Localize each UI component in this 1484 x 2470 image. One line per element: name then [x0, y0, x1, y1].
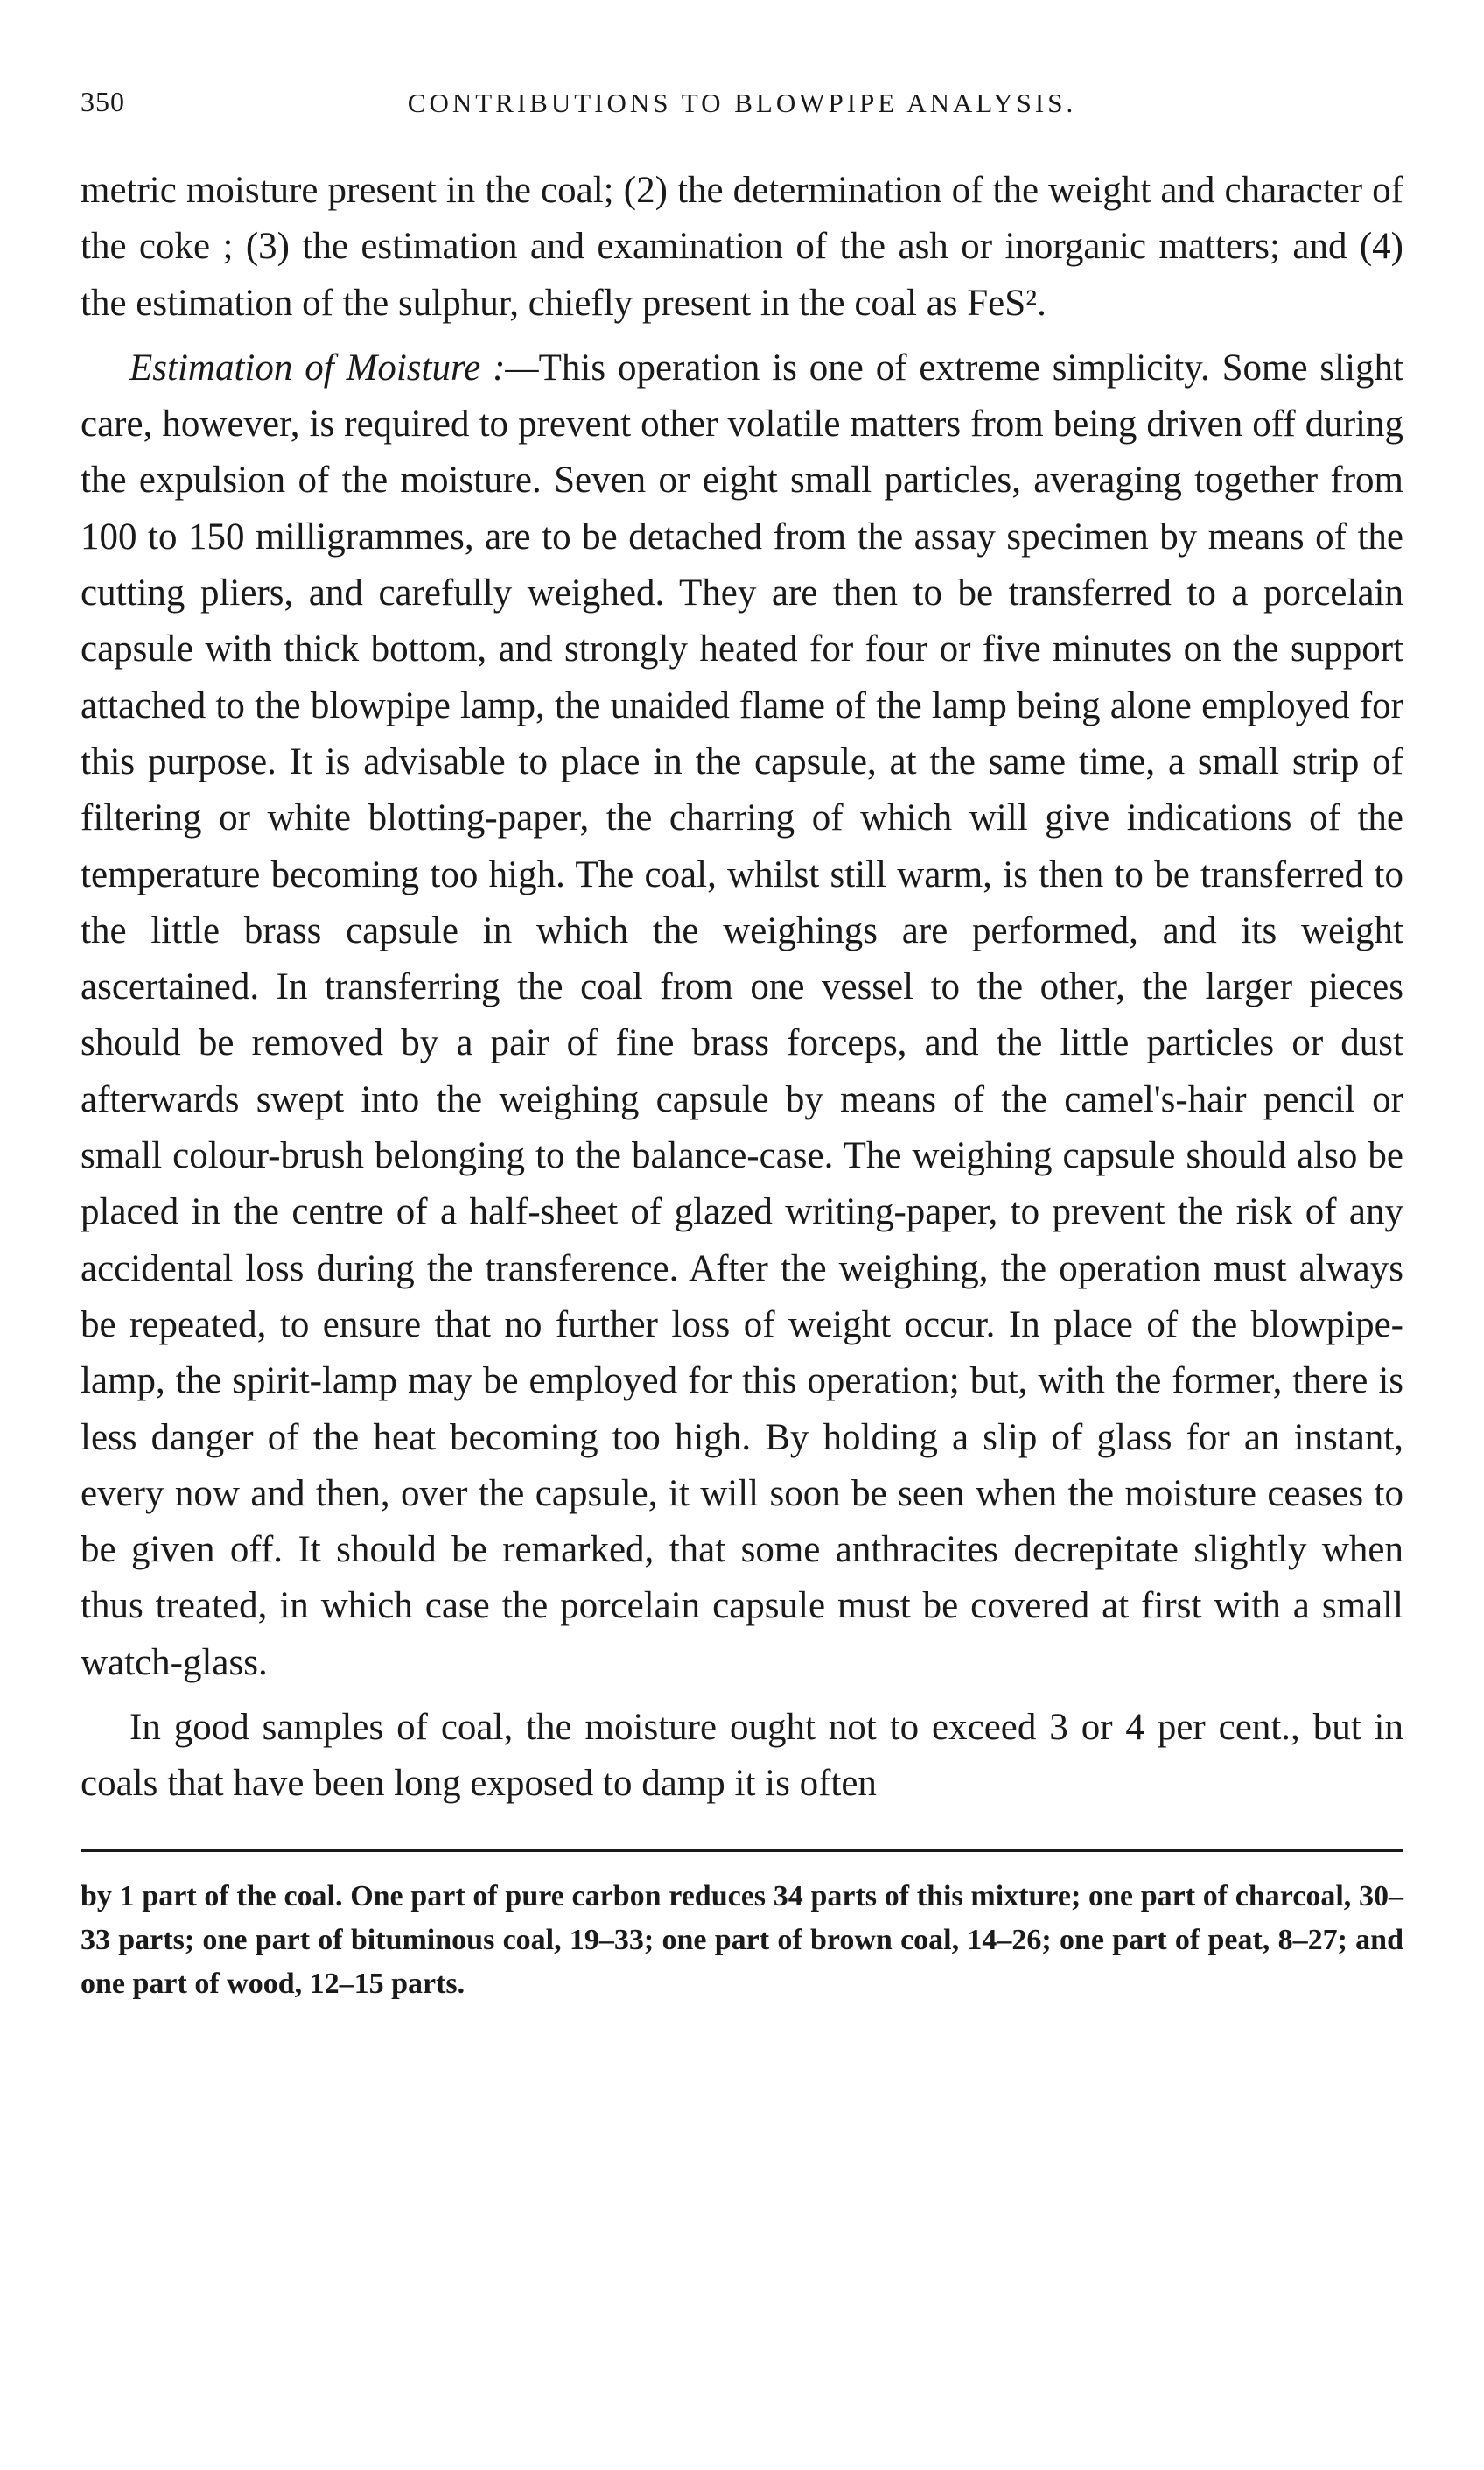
- footnote: by 1 part of the coal. One part of pure carbon reduces 34 parts of this mixture; one part of charcoal, 30–33 parts; one part of bituminous coal, 19–33; one part of brown coal, 14–26; one part of peat, 8–27; and one part of wood, 12–15 parts.: [80, 1879, 1404, 2000]
- document-page: [80, 86, 1404, 2006]
- paragraph-2: [80, 340, 1404, 1691]
- body-text: [80, 163, 1404, 1813]
- section-heading-moisture: Estimation of Moisture :—: [130, 347, 539, 389]
- paragraph-2-text: This operation is one of extreme simplicity. Some slight care, however, is required to prevent other volatile matters from being driven off during the expulsion of the moisture. Seven or eight small particles, averaging together from 100 to 150 milligrammes, are to be detached from the assay specimen by means of the cutting pliers, and carefully weighed. They are then to be transferred to a porcelain capsule with thick bottom, and strongly heated for four or five minutes on the support attached to the blowpipe lamp, the unaided flame of the lamp being alone employed for this purpose. It is advisable to place in the capsule, at the same time, a small strip of filtering or white blotting-paper, the charring of which will give indications of the temperature becoming too high. The coal, whilst still warm, is then to be transferred to the little brass capsule in which the weighings are performed, and its weight ascertained. In transferring the coal from one vessel to the other, the larger pieces should be removed by a pair of fine brass forceps, and the little particles or dust afterwards swept into the weighing capsule by means of the camel's-hair pencil or small colour-brush belonging to the balance-case. The weighing capsule should also be placed in the centre of a half-sheet of glazed writing-paper, to prevent the risk of any accidental loss during the transference. After the weighing, the operation must always be repeated, to ensure that no further loss of weight occur. In place of the blowpipe-lamp, the spirit-lamp may be employed for this operation; but, with the former, there is less danger of the heat becoming too high. By holding a slip of glass for an instant, every now and then, over the capsule, it will soon be seen when the moisture ceases to be given off. It should be remarked, that some anthracites decrepitate slightly when thus treated, in which case the porcelain capsule must be covered at first with a small watch-glass.: [80, 347, 1404, 1683]
- paragraph-3: In good samples of coal, the moisture ought not to exceed 3 or 4 per cent., but in coals that have been long exposed to damp it is often: [80, 1707, 1404, 1805]
- running-header: [80, 86, 1404, 138]
- footnote-divider: [80, 1849, 1404, 1852]
- paragraph-1: metric moisture present in the coal; (2) the determination of the weight and character of the coke ; (3) the estimation and examination of the ash or inorganic matters; and (4) the estimation of the sulphur, chiefly present in the coal as FeS².: [80, 170, 1404, 324]
- page-number: 350: [80, 86, 125, 117]
- running-title: CONTRIBUTIONS TO BLOWPIPE ANALYSIS.: [407, 88, 1077, 118]
